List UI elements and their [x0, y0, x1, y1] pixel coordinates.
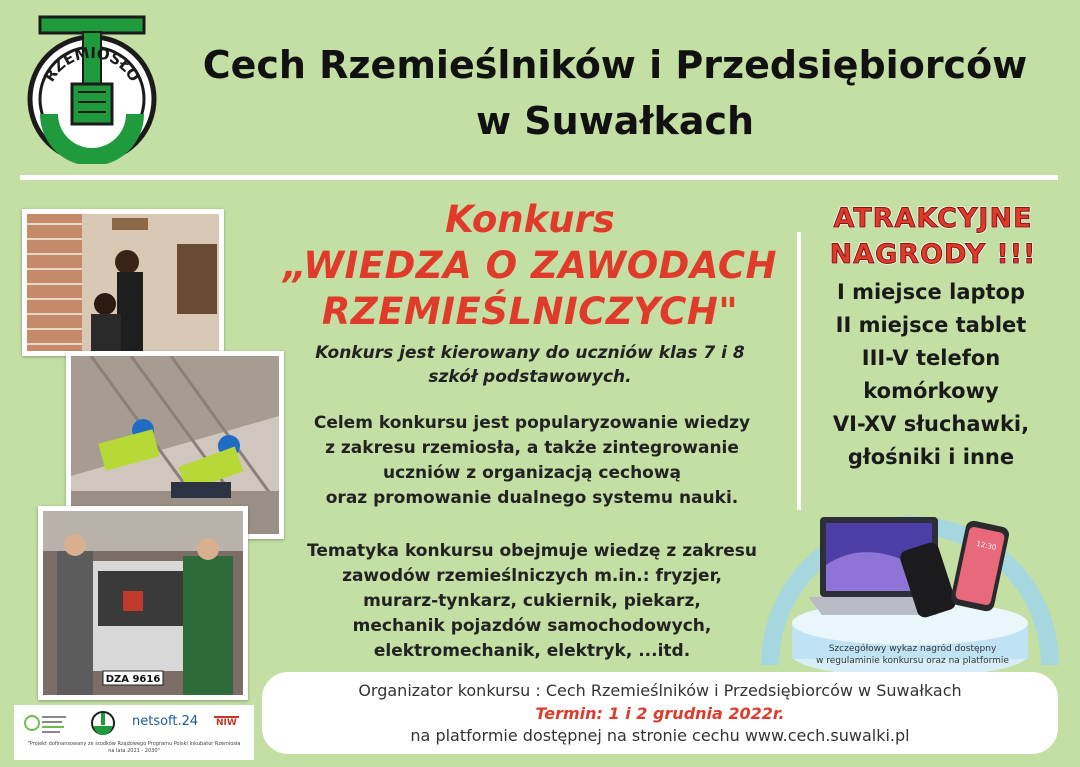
prize-divider	[797, 232, 801, 510]
logo-text: RZEMIOSŁO	[40, 43, 144, 85]
goal-line: oraz promowanie dualnego systemu nauki.	[325, 488, 739, 508]
contest-topics	[282, 539, 782, 664]
topic-line: elektromechanik, elektryk, ...itd.	[373, 641, 691, 661]
prize-item: II miejsce tablet	[835, 313, 1027, 337]
goal-line: uczniów z organizacją cechową	[382, 463, 682, 483]
contest-audience: Konkurs jest kierowany do uczniów klas 7 i 8 szkół podstawowych.	[315, 343, 745, 387]
organizer-text: Organizator konkursu : Cech Rzemieślników i Przedsiębiorców w Suwałkach	[358, 681, 962, 700]
photo-hairdresser	[22, 209, 224, 356]
prize-list	[806, 276, 1056, 474]
organization-city: w Suwałkach	[475, 99, 755, 143]
prize-note: Szczegółowy wykaz nagród dostępny w regulaminie konkursu oraz na platformie	[816, 644, 1009, 666]
netsoft-logo: netsoft.24	[132, 714, 199, 729]
contest-date: Termin: 1 i 2 grudnia 2022r.	[535, 704, 785, 723]
topic-line: mechanik pojazdów samochodowych,	[352, 616, 712, 636]
goal-line: Celem konkursu jest popularyzowanie wiedzy	[313, 413, 751, 433]
contest-name-line1: „WIEDZA O ZAWODACH	[282, 244, 778, 287]
topic-line: Tematyka konkursu obejmuje wiedzę z zakresu	[306, 541, 757, 561]
topic-line: murarz-tynkarz, cukiernik, piekarz,	[363, 591, 701, 611]
contest-name-line2: RZEMIEŚLNICZYCH"	[321, 290, 739, 333]
rzemioslo-small-logo	[90, 710, 116, 736]
niw-logo: NIW	[216, 718, 237, 728]
car-plate-text: DZA 9616	[105, 674, 161, 685]
photo-mechanics	[38, 506, 248, 700]
prize-item: komórkowy	[863, 379, 999, 403]
sponsor-strip	[14, 705, 254, 760]
footer-box	[262, 672, 1058, 754]
contest-label: Konkurs	[445, 198, 615, 241]
polish-incubator-logo	[22, 711, 70, 739]
phone-time: 12:30	[975, 539, 998, 552]
rzemioslo-logo	[26, 14, 158, 164]
topic-line: zawodów rzemieślniczych m.in.: fryzjer,	[342, 566, 722, 586]
prize-item: I miejsce laptop	[836, 280, 1026, 304]
prizes-heading-line1: ATRAKCYJNE	[833, 203, 1033, 234]
header-divider	[20, 175, 1058, 180]
prizes-heading-line2: NAGRODY !!!	[829, 239, 1037, 270]
goal-line: z zakresu rzemiosła, a także zintegrowanie	[325, 438, 739, 458]
contest-goal	[282, 411, 782, 511]
platform-info: na platformie dostępnej na stronie cechu www.cech.suwalki.pl	[410, 726, 910, 745]
sponsor-caption: "Projekt dofinansowany ze środków Rządowego Programu Polski Inkubator Rzemiosła na lata 2021 - 2030"	[27, 741, 241, 754]
organization-title: Cech Rzemieślników i Przedsiębiorców	[202, 43, 1028, 87]
prize-item: III-V telefon	[861, 346, 1001, 370]
prize-item: głośniki i inne	[847, 445, 1015, 469]
prize-item: VI-XV słuchawki,	[832, 412, 1030, 436]
